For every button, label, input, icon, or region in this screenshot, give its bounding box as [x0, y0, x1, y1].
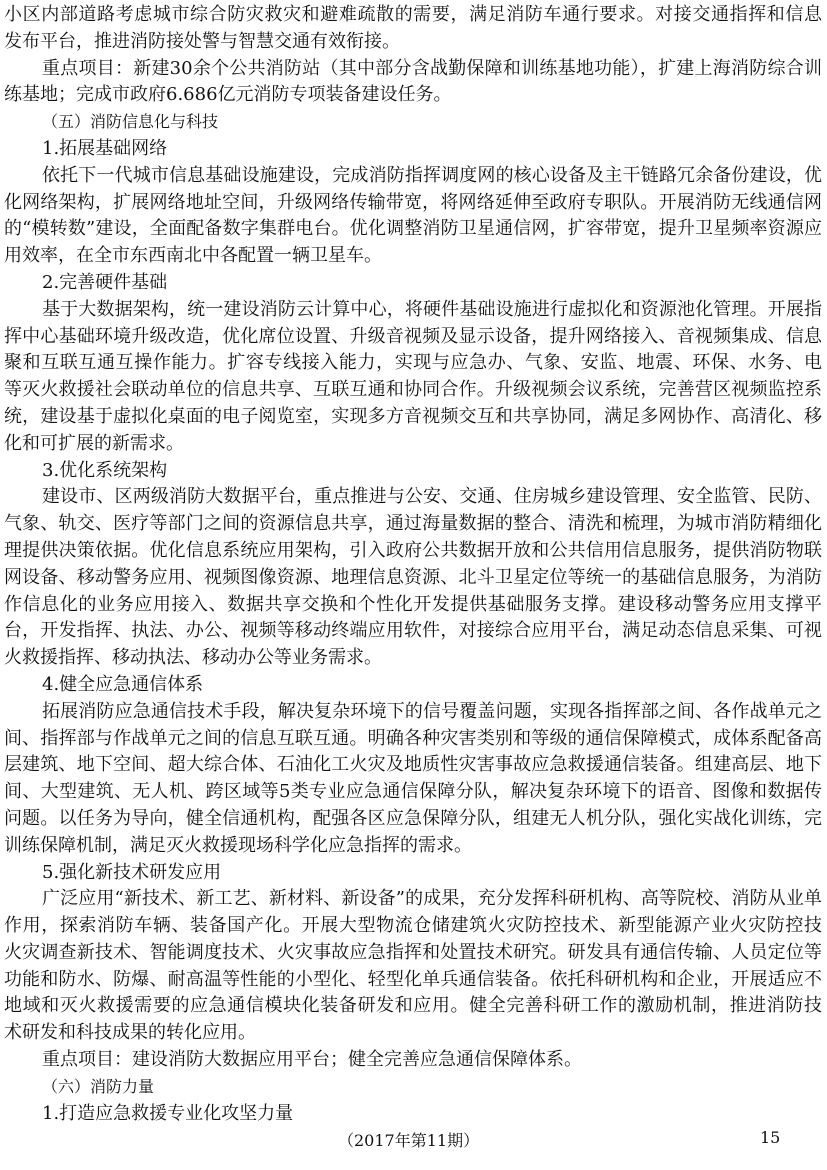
subsection-heading	[4, 458, 822, 485]
text-line: 练基地；完成市政府6.686亿元消防专项装备建设任务。	[4, 84, 452, 106]
text-line: 5.强化新技术研发应用	[42, 861, 222, 883]
text-line: 化网络架构，扩展网络地址空间，升级网络传输带宽，将网络延伸至政府专职队。开展消防无线通信网	[4, 191, 822, 213]
text-line: 1.打造应急救援专业化攻坚力量	[42, 1102, 294, 1124]
text-line: 发布平台，推进消防接处警与智慧交通有效衔接。	[4, 30, 400, 52]
text-line: 作用，探索消防车辆、装备国产化。开展大型物流仓储建筑火灾防控技术、新型能源产业火灾防控技	[4, 915, 822, 937]
text-line: 挥中心基础环境升级改造，优化席位设置、升级音视频及显示设备，提升网络接入、音视频集成、信息	[4, 325, 822, 347]
section-heading	[4, 1074, 822, 1101]
text-line: 广泛应用“新技术、新工艺、新材料、新设备”的成果，充分发挥科研机构、高等院校、消防从业单	[42, 888, 822, 910]
paragraph	[4, 1047, 822, 1074]
text-line: 术研发和科技成果的转化应用。	[4, 1022, 256, 1044]
text-line: （六）消防力量	[42, 1076, 155, 1096]
text-line: 火救援指挥、移动执法、移动办公等业务需求。	[4, 647, 382, 669]
text-line: 地域和灭火救援需要的应急通信模块化装备研发和应用。健全完善科研工作的激励机制，推进消防技	[4, 995, 822, 1017]
document-body	[4, 2, 822, 1127]
text-line: 网设备、移动警务应用、视频图像资源、地理信息资源、北斗卫星定位等统一的基础信息服务，为消防	[4, 566, 822, 588]
text-line: 等灭火救援社会联动单位的信息共享、互联互通和协同合作。升级视频会议系统，完善营区视频监控系	[4, 379, 822, 401]
paragraph	[4, 2, 822, 56]
text-line: 气象、轨交、医疗等部门之间的资源信息共享，通过海量数据的整合、清洗和梳理，为城市消防精细化	[4, 513, 822, 535]
subsection-heading	[4, 1101, 822, 1128]
text-line: 重点项目：建设消防大数据应用平台；健全完善应急通信保障体系。	[42, 1049, 582, 1071]
text-line: 的“模转数”建设，全面配备数字集群电台。优化调整消防卫星通信网，扩容带宽，提升卫星频率资源应	[4, 218, 822, 240]
page-number: 15	[760, 1128, 781, 1147]
text-line: 建设市、区两级消防大数据平台，重点推进与公安、交通、住房城乡建设管理、安全监管、民防、	[42, 486, 822, 508]
text-line: （五）消防信息化与科技	[42, 112, 219, 132]
text-line: 台，开发指挥、执法、办公、视频等移动终端应用软件，对接综合应用平台，满足动态信息采集、可视	[4, 620, 822, 642]
paragraph	[4, 886, 822, 1047]
text-line: 用效率，在全市东西南北中各配置一辆卫星车。	[4, 245, 382, 267]
text-line: 化和可扩展的新需求。	[4, 432, 184, 454]
paragraph	[4, 163, 822, 270]
text-line: 间、大型建筑、无人机、跨区域等5类专业应急通信保障分队，解决复杂环境下的语音、图像和数据传	[4, 781, 822, 803]
text-line: 重点项目：新建30余个公共消防站（其中部分含战勤保障和训练基地功能），扩建上海消防综合训	[42, 57, 822, 79]
text-line: 聚和互联互通互操作能力。扩容专线接入能力，实现与应急办、气象、安监、地震、环保、水务、电	[4, 352, 822, 374]
text-line: 火灾调查新技术、智能调度技术、火灾事故应急指挥和处置技术研究。研发具有通信传输、人员定位等	[4, 941, 822, 963]
subsection-heading	[4, 136, 822, 163]
paragraph	[4, 699, 822, 860]
subsection-heading	[4, 860, 822, 887]
text-line: 统，建设基于虚拟化桌面的电子阅览室，实现多方音视频交互和共享协同，满足多网协作、高清化、移	[4, 405, 822, 427]
text-line: 拓展消防应急通信技术手段，解决复杂环境下的信号覆盖问题，实现各指挥部之间、各作战单元之	[42, 700, 822, 722]
paragraph	[4, 484, 822, 672]
text-line: 基于大数据架构，统一建设消防云计算中心，将硬件基础设施进行虚拟化和资源池化管理。开展指	[42, 298, 822, 320]
text-line: 间、指挥部与作战单元之间的信息互联互通。明确各种灾害类别和等级的通信保障模式，成体系配备高	[4, 727, 822, 749]
paragraph	[4, 297, 822, 458]
text-line: 小区内部道路考虑城市综合防灾救灾和避难疏散的需要，满足消防车通行要求。对接交通指挥和信息	[4, 4, 822, 25]
text-line: 依托下一代城市信息基础设施建设，完成消防指挥调度网的核心设备及主干链路冗余备份建设，优	[42, 164, 822, 186]
text-line: 1.拓展基础网络	[42, 137, 168, 159]
paragraph	[4, 56, 822, 110]
subsection-heading	[4, 672, 822, 699]
section-heading	[4, 109, 822, 136]
text-line: 3.优化系统架构	[42, 459, 168, 481]
text-line: 2.完善硬件基础	[42, 271, 168, 293]
text-line: 理提供决策依据。优化信息系统应用架构，引入政府公共数据开放和公共信用信息服务，提供消防物联	[4, 539, 822, 561]
text-line: 功能和防水、防爆、耐高温等性能的小型化、轻型化单兵通信装备。依托科研机构和企业，开展适应不	[4, 968, 822, 990]
issue-label: （2017年第11期）	[338, 1131, 480, 1150]
subsection-heading	[4, 270, 822, 297]
text-line: 4.健全应急通信体系	[42, 673, 204, 695]
text-line: 训练保障机制，满足灭火救援现场科学化应急指挥的需求。	[4, 834, 472, 856]
text-line: 问题。以任务为导向，健全信通机构，配强各区应急保障分队，组建无人机分队，强化实战化训练，完	[4, 807, 822, 829]
text-line: 作信息化的业务应用接入、数据共享交换和个性化开发提供基础服务支撑。建设移动警务应用支撑平	[4, 593, 822, 615]
page-footer	[0, 1128, 827, 1152]
text-line: 层建筑、地下空间、超大综合体、石油化工火灾及地质性灾害事故应急救援通信装备。组建高层、地下	[4, 754, 822, 776]
